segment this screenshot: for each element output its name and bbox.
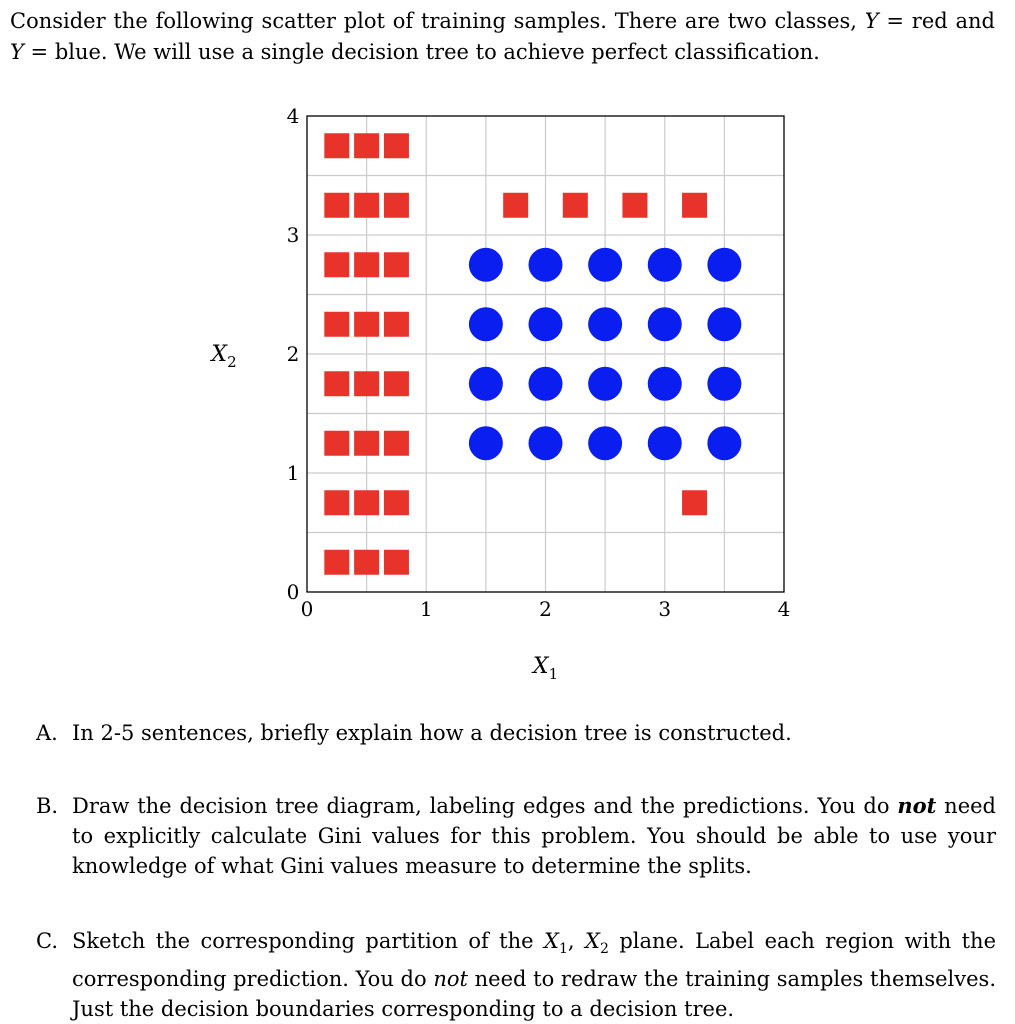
red-square-point: [622, 193, 647, 218]
question-c-text: corresponding prediction. You do: [72, 967, 434, 992]
red-square-point: [354, 550, 379, 575]
red-square-point: [354, 312, 379, 337]
red-square-point: [682, 490, 707, 515]
intro-var: Y: [864, 9, 879, 33]
y-tick-label: 2: [286, 342, 300, 366]
red-square-point: [384, 550, 409, 575]
question-a-text: In 2-5 sentences, briefly explain how a decision tree is constructed.: [72, 721, 792, 745]
blue-circle-point: [648, 307, 682, 341]
red-square-point: [324, 431, 349, 456]
blue-circle-point: [588, 367, 622, 401]
y-tick-label: 4: [286, 104, 300, 128]
red-square-point: [354, 193, 379, 218]
question-c-text: ,: [567, 929, 586, 953]
question-b-line-2: to explicitly calculate Gini values for this problem. You should be able to use your: [72, 824, 996, 848]
question-c-line-2: [72, 964, 996, 994]
red-square-point: [682, 193, 707, 218]
red-square-point: [384, 312, 409, 337]
blue-circle-point: [529, 426, 563, 460]
intro-text: = red and: [878, 9, 995, 33]
blue-circle-point: [588, 426, 622, 460]
x-tick-label: 2: [539, 597, 552, 621]
grid: [307, 116, 784, 592]
intro-text: Consider the following scatter plot of training samples. There are two classes,: [10, 9, 865, 33]
question-b-line-1: [72, 791, 996, 821]
question-c-text: plane. Label each region with the: [608, 929, 996, 953]
blue-circle-point: [648, 426, 682, 460]
blue-circle-point: [648, 248, 682, 282]
red-square-point: [503, 193, 528, 218]
blue-circle-point: [648, 367, 682, 401]
red-square-point: [324, 252, 349, 277]
red-square-point: [384, 193, 409, 218]
red-square-point: [384, 371, 409, 396]
x-tick-label: 0: [300, 597, 314, 621]
y-axis-label: $X_2$: [211, 342, 237, 371]
red-square-point: [384, 133, 409, 158]
x-axis-label: $X_1$: [532, 654, 559, 683]
y-tick-label: 1: [286, 461, 300, 485]
red-square-point: [324, 133, 349, 158]
red-square-point: [384, 252, 409, 277]
intro-var: Y: [10, 40, 24, 64]
blue-circle-point: [469, 307, 503, 341]
question-c-text: Sketch the corresponding partition of the: [72, 929, 545, 953]
blue-circle-point: [529, 248, 563, 282]
blue-circle-point: [707, 307, 741, 341]
red-square-point: [324, 371, 349, 396]
red-square-point: [324, 490, 349, 515]
question-c-line-3: Just the decision boundaries corresponding to a decision tree.: [72, 997, 735, 1022]
blue-circle-point: [469, 426, 503, 460]
red-square-point: [384, 490, 409, 515]
y-tick-label: 3: [286, 223, 300, 247]
question-c-label: C.: [36, 929, 58, 953]
intro-text: = blue. We will use a single decision tree to achieve perfect classification.: [23, 40, 820, 64]
var-x1: X: [544, 929, 559, 953]
red-square-point: [354, 490, 379, 515]
red-square-point: [354, 371, 379, 396]
question-b-text: Draw the decision tree diagram, labeling edges and the predictions. You do: [72, 794, 898, 818]
blue-circle-point: [469, 367, 503, 401]
x-tick-label: 1: [419, 597, 433, 621]
blue-circle-point: [588, 307, 622, 341]
blue-circle-point: [469, 248, 503, 282]
red-square-point: [324, 193, 349, 218]
red-square-point: [354, 431, 379, 456]
red-square-point: [324, 550, 349, 575]
question-b-line-3: knowledge of what Gini values measure to determine the splits.: [72, 854, 752, 878]
y-tick-label: 0: [286, 580, 300, 604]
red-square-point: [354, 133, 379, 158]
tick-labels: [287, 104, 791, 621]
emphasis-not: not: [897, 793, 937, 818]
x-tick-label: 4: [777, 597, 791, 621]
blue-circle-point: [707, 426, 741, 460]
red-square-point: [384, 431, 409, 456]
blue-circle-point: [707, 367, 741, 401]
blue-circle-point: [529, 367, 563, 401]
question-b-text: need: [936, 794, 996, 818]
x-tick-label: 3: [658, 597, 672, 621]
var-x2-sub: 2: [599, 941, 609, 958]
question-b-label: B.: [36, 794, 59, 818]
var-x2: X: [585, 929, 600, 953]
question-c-line-1: [72, 926, 996, 964]
emphasis-not: not: [433, 967, 468, 992]
blue-circle-point: [529, 307, 563, 341]
red-square-point: [324, 312, 349, 337]
red-square-point: [563, 193, 588, 218]
question-c-text: need to redraw the training samples themselves.: [467, 967, 996, 992]
blue-circle-point: [707, 248, 741, 282]
question-a-label: A.: [36, 721, 58, 745]
blue-circle-point: [588, 248, 622, 282]
var-x1-sub: 1: [558, 941, 568, 958]
red-square-point: [354, 252, 379, 277]
